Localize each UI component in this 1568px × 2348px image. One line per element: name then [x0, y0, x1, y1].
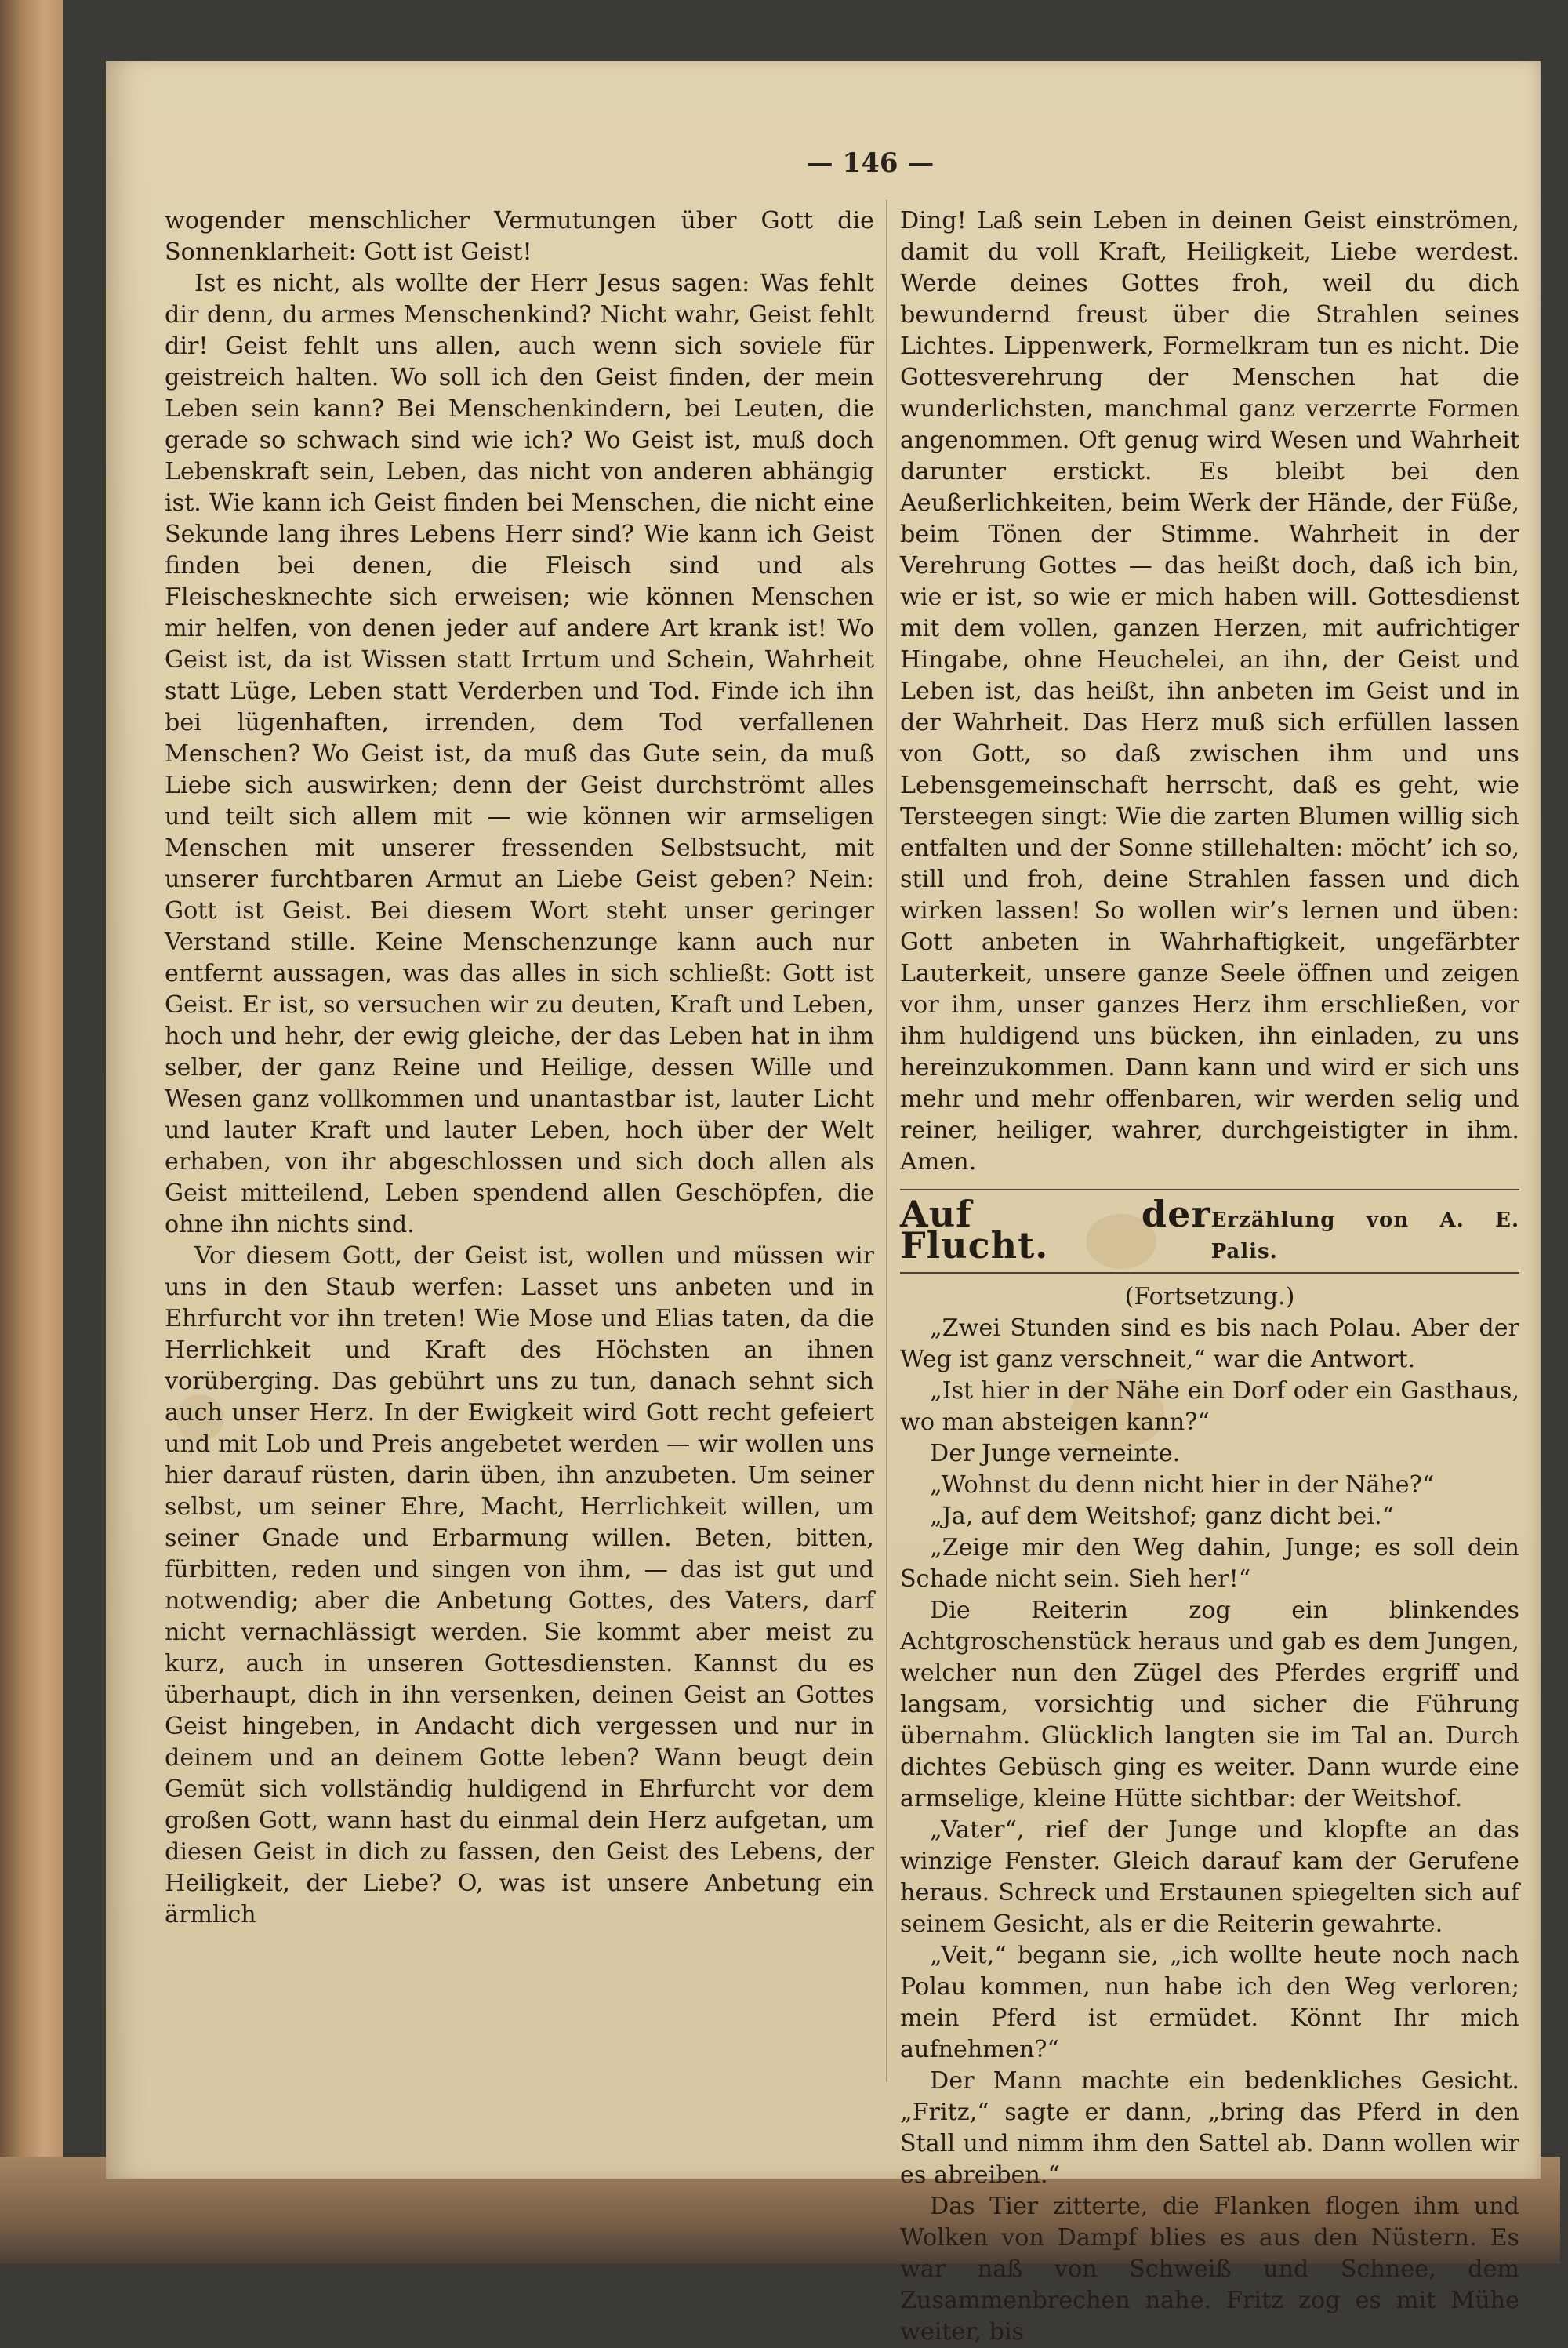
paragraph: „Ja, auf dem Weitshof; ganz dicht bei.“ — [930, 1503, 1395, 1530]
paragraph: wogender menschlicher Vermutungen über Gott die Sonnenklarheit: Gott ist Geist! — [165, 207, 874, 266]
story-byline: Erzählung von A. E. Palis. — [1210, 1209, 1519, 1263]
paragraph: Das Tier zitterte, die Flanken flogen ihm und Wolken von Dampf blies es aus den Nüstern. Es war naß von Schweiß und Schnee, dem Zusammenbrechen nahe. Fritz zog es mit Mühe weiter, bis — [900, 2193, 1519, 2346]
paragraph: Ist es nicht, als wollte der Herr Jesus sagen: Was fehlt dir denn, du armes Menschenkind? Nicht wahr, Geist fehlt dir! Geist fehlt uns allen, auch wenn sich soviele für geistreich halten. Wo soll ich den Geist finden, der mein Leben sein kann? Bei Menschenkindern, bei Leuten, die gerade so schwach sind wie ich? Wo Geist ist, muß doch Lebenskraft sein, Leben, das nicht von anderen abhängig ist. Wie kann ich Geist finden bei Menschen, die nicht eine Sekunde lang ihres Lebens Herr sind? Wie kann ich Geist finden bei denen, die Fleisch sind und als Fleischesknechte sich erweisen; wie können Menschen mir helfen, von denen jeder auf andere Art krank ist! Wo Geist ist, da ist Wissen statt Irrtum und Schein, Wahrheit statt Lüge, Leben statt Verderben und Tod. Finde ich ihn bei lügenhaften, irrenden, dem Tod verfallenen Menschen? Wo Geist ist, da muß das Gute sein, da muß Liebe sich auswirken; denn der Geist durchströmt alles und teilt sich allem mit — wie können wir armseligen Menschen mit unserer fressenden Selbstsucht, mit unserer furchtbaren Armut an Liebe Geist geben? Nein: Gott ist Geist. Bei diesem Wort steht unser geringer Verstand stille. Keine Menschenzunge kann auch nur entfernt aussagen, was das alles in sich schließt: Gott ist Geist. Er ist, so versuchen wir zu deuten, Kraft und Leben, hoch und hehr, der ewig gleiche, der das Leben hat in ihm selber, der ganz Reine und Heilige, dessen Wille und Wesen ganz vollkommen und unantastbar ist, lauter Licht und lauter Kraft und lauter Leben, hoch über der Welt erhaben, von ihr abgeschlossen und sich doch allen als Geist mitteilend, Leben spendend allen Geschöpfen, die ohne ihn nichts sind. — [165, 270, 874, 1238]
paragraph: Der Junge verneinte. — [930, 1440, 1181, 1467]
paragraph: „Wohnst du denn nicht hier in der Nähe?“ — [930, 1471, 1435, 1499]
section-rule — [900, 1272, 1519, 1274]
book-edge — [0, 0, 63, 2264]
paragraph: Vor diesem Gott, der Geist ist, wollen und müssen wir uns in den Staub werfen: Lasset uns anbeten und in Ehrfurcht vor ihn treten! Wie Mose und Elias taten, da die Herrlichkeit und Kraft des Höchsten an ihnen vorüberging. Das gebührt uns zu tun, danach sehnt sich auch unser Herz. In der Ewigkeit wird Gott recht gefeiert und mit Lob und Preis angebetet werden — wir wollen uns hier darauf rüsten, darin üben, ihn anzubeten. Um seiner selbst, um seiner Ehre, Macht, Herrlichkeit willen, um seiner Gnade und Erbarmung willen. Beten, bitten, fürbitten, reden und singen von ihm, — das ist gut und notwendig; aber die Anbetung Gottes, des Vaters, darf nicht vernachlässigt werden. Sie kommt aber meist zu kurz, auch in unseren Gottesdiensten. Kannst du es überhaupt, dich in ihn versenken, deinen Geist an Gottes Geist hingeben, in Andacht dich vergessen und nur in deinem und an deinem Gotte leben? Wann beugt dein Gemüt sich vollständig huldigend in Ehrfurcht vor dem großen Gott, wann hast du einmal dein Herz aufgetan, um diesen Geist in dich zu fassen, den Geist des Lebens, der Heiligkeit, der Liebe? O, was ist unsere Anbetung ein ärmlich — [165, 1242, 874, 1928]
section-header — [900, 1193, 1519, 1267]
story-title: Auf der Flucht. — [900, 1193, 1211, 1267]
column-divider — [886, 200, 887, 2082]
section-rule — [900, 1189, 1519, 1190]
right-column — [900, 205, 1519, 2348]
paragraph: „Veit,“ begann sie, „ich wollte heute noch nach Polau kommen, nun habe ich den Weg verloren; mein Pferd ist ermüdet. Könnt Ihr mich aufnehmen?“ — [900, 1942, 1519, 2063]
paragraph: Ding! Laß sein Leben in deinen Geist einströmen, damit du voll Kraft, Heiligkeit, Liebe werdest. Werde deines Gottes froh, weil du dich bewundernd freust über die Strahlen seines Lichtes. Lippenwerk, Formelkram tun es nicht. Die Gottesverehrung der Menschen hat die wunderlichsten, manchmal ganz verzerrte Formen angenommen. Oft genug wird Wesen und Wahrheit darunter erstickt. Es bleibt bei den Aeußerlichkeiten, beim Werk der Hände, der Füße, beim Tönen der Stimme. Wahrheit in der Verehrung Gottes — das heißt doch, daß ich bin, wie er ist, so wie er mich haben will. Gottesdienst mit dem vollen, ganzen Herzen, mit aufrichtiger Hingabe, ohne Heuchelei, an ihn, der Geist und Leben ist, das heißt, ihn anbeten im Geist und in der Wahrheit. Das Herz muß sich erfüllen lassen von Gott, so daß zwischen ihm und uns Lebensgemeinschaft herrscht, daß es geht, wie Tersteegen singt: Wie die zarten Blumen willig sich entfalten und der Sonne stillehalten: möcht’ ich so, still und froh, deine Strahlen fassen und dich wirken lassen! So wollen wir’s lernen und üben: Gott anbeten in Wahrhaftigkeit, ungefärbter Lauterkeit, unsere ganze Seele öffnen und zeigen vor ihm, unser ganzes Herz ihm erschließen, vor ihm huldigend uns bücken, ihn einladen, zu uns hereinzukommen. Dann kann und wird er sich uns mehr und mehr offenbaren, wir werden selig und reiner, heiliger, wahrer, durchgeistigter in ihm. Amen. — [900, 207, 1519, 1176]
page-number: — 146 — — [806, 147, 935, 179]
paragraph: „Ist hier in der Nähe ein Dorf oder ein Gasthaus, wo man absteigen kann?“ — [900, 1377, 1519, 1436]
paragraph: „Vater“, rief der Junge und klopfte an das winzige Fenster. Gleich darauf kam der Gerufene heraus. Schreck und Erstaunen spiegelten sich auf seinem Gesicht, als er die Reiterin gewahrte. — [900, 1816, 1519, 1938]
paragraph: „Zwei Stunden sind es bis nach Polau. Aber der Weg ist ganz verschneit,“ war die Antwort. — [900, 1314, 1519, 1373]
left-column — [165, 205, 874, 1931]
continuation-note: (Fortsetzung.) — [1124, 1283, 1295, 1310]
paragraph: Die Reiterin zog ein blinkendes Achtgroschenstück heraus und gab es dem Jungen, welcher nun den Zügel des Pferdes ergriff und langsam, vorsichtig und sicher die Führung übernahm. Glücklich langten sie im Tal an. Durch dichtes Gebüsch ging es weiter. Dann wurde eine armselige, kleine Hütte sichtbar: der Weitshof. — [900, 1597, 1519, 1812]
paragraph: „Zeige mir den Weg dahin, Junge; es soll dein Schade nicht sein. Sieh her!“ — [900, 1534, 1519, 1593]
paragraph: Der Mann machte ein bedenkliches Gesicht. „Fritz,“ sagte er dann, „bring das Pferd in den Stall und nimm ihm den Sattel ab. Dann wollen wir es abreiben.“ — [900, 2067, 1519, 2189]
